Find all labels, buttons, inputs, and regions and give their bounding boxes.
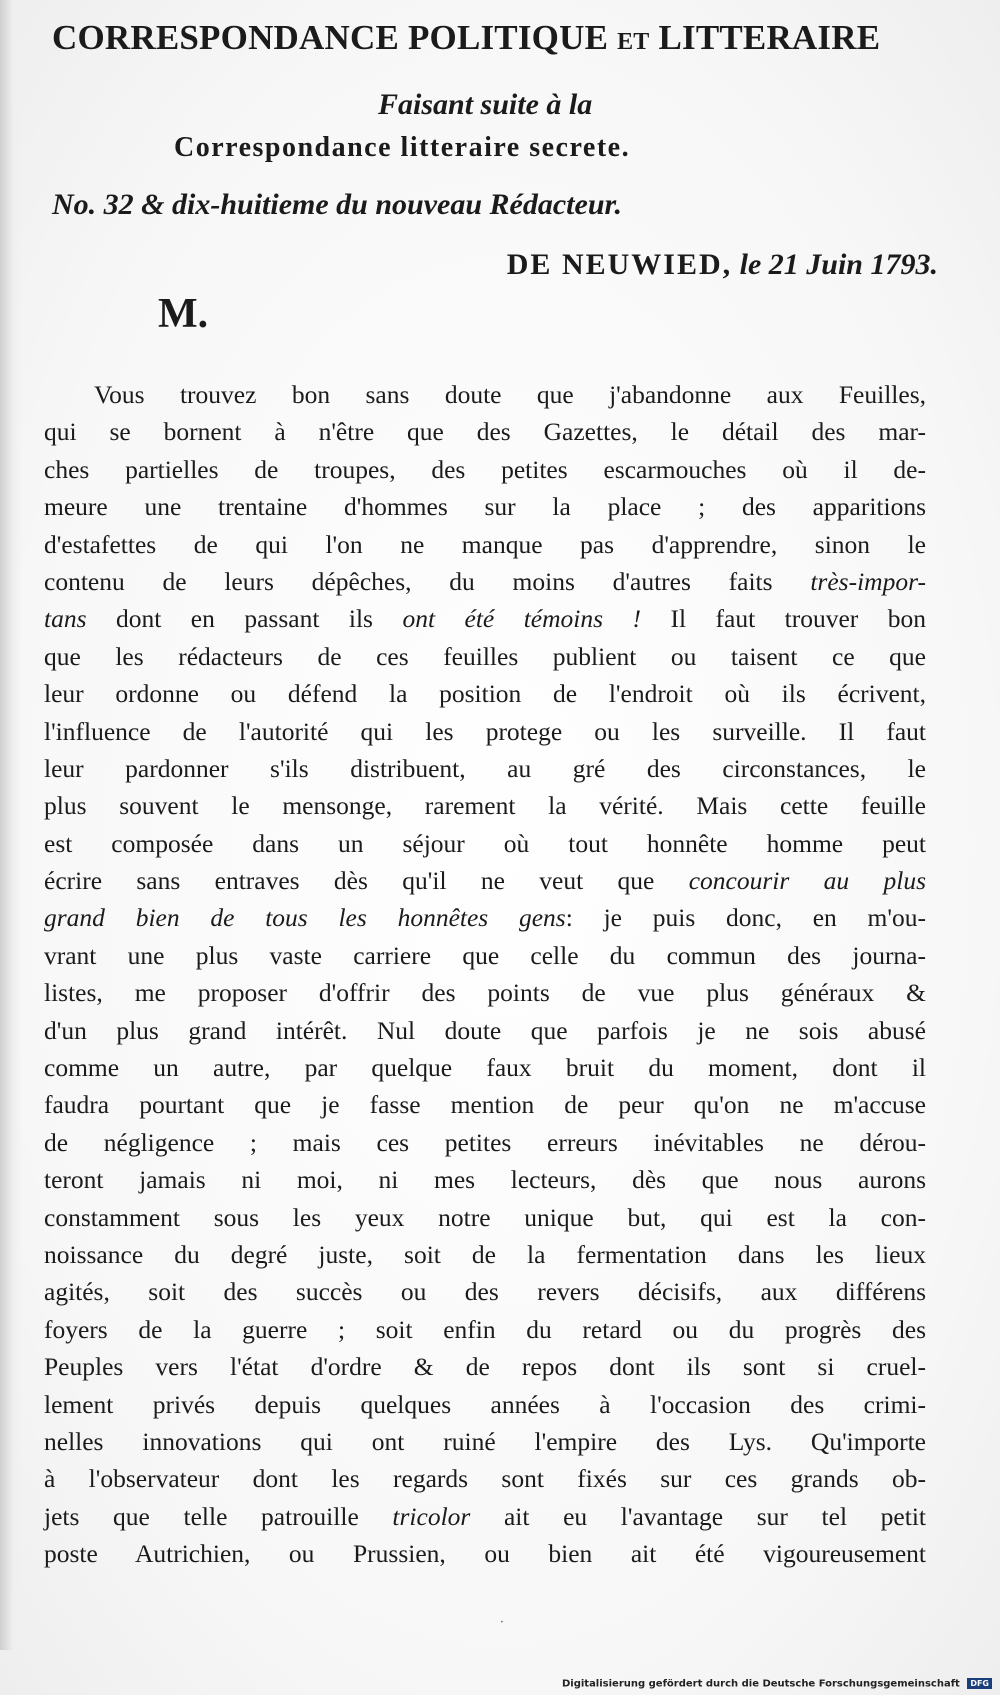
body-line xyxy=(44,1348,926,1385)
dateline xyxy=(507,248,938,282)
body-line-italic: tricolor xyxy=(392,1501,471,1531)
masthead-series-name: Correspondance litteraire secrete. xyxy=(174,132,631,163)
body-line xyxy=(44,787,926,824)
body-line xyxy=(44,1386,926,1423)
body-line-text: meure une trentaine d'hommes sur la place ; des apparitions xyxy=(44,492,926,522)
body-line xyxy=(44,451,926,488)
body-line-text: est composée dans un séjour où tout honnête homme peut xyxy=(44,828,926,858)
body-line-text: Vous trouvez bon sans doute que j'abandonne aux Feuilles, xyxy=(94,380,926,409)
body-line xyxy=(44,750,926,787)
body-line-italic: ont été témoins ! xyxy=(402,604,641,634)
body-line xyxy=(44,488,926,525)
body-line-text: leur ordonne ou défend la position de l'endroit où ils écrivent, xyxy=(44,679,926,709)
body-line-text: plus souvent le mensonge, rarement la vérité. Mais cette feuille xyxy=(44,791,926,821)
body-line-text: jets que telle patrouille xyxy=(44,1501,393,1531)
body-line xyxy=(44,899,926,936)
body-line xyxy=(44,638,926,675)
body-line-text: d'estafettes de qui l'on ne manque pas d'apprendre, sinon le xyxy=(44,529,926,559)
body-line-text: faudra pourtant que je fasse mention de peur qu'on ne m'accuse xyxy=(44,1090,926,1120)
body-line-text: Il faut trouver bon xyxy=(641,604,926,634)
body-line xyxy=(44,1199,926,1236)
masthead-title-part1: CORRESPONDANCE POLITIQUE xyxy=(52,18,609,57)
body-line-text: foyers de la guerre ; soit enfin du retard ou du progrès des xyxy=(44,1314,926,1344)
body-line-text: qui se bornent à n'être que des Gazettes, le détail des mar- xyxy=(44,417,926,447)
body-line-text: ait eu l'avantage sur tel petit xyxy=(470,1501,926,1531)
article-body xyxy=(44,376,926,1573)
document-page xyxy=(38,14,948,1634)
dateline-date: le 21 Juin 1793. xyxy=(739,248,938,281)
body-line xyxy=(44,937,926,974)
body-line-text: vrant une plus vaste carriere que celle du commun des journa- xyxy=(44,940,926,970)
dateline-place: DE NEUWIED, xyxy=(506,248,733,281)
body-line-text: de négligence ; mais ces petites erreurs inévitables ne dérou- xyxy=(44,1127,926,1157)
body-line xyxy=(44,1535,926,1572)
masthead-title-connector: ET xyxy=(617,29,650,55)
body-line-text: teront jamais ni moi, ni mes lecteurs, dès que nous aurons xyxy=(44,1165,926,1195)
body-line-text: nelles innovations qui ont ruiné l'empire des Lys. Qu'importe xyxy=(44,1426,926,1456)
body-line-text: comme un autre, par quelque faux bruit du moment, dont il xyxy=(44,1053,926,1083)
digitization-footer xyxy=(562,1678,992,1690)
body-line-italic: concourir au plus xyxy=(688,866,927,896)
page-gutter-shadow xyxy=(0,0,22,1650)
body-line xyxy=(44,1012,926,1049)
body-line xyxy=(44,1423,926,1460)
body-line-text: contenu de leurs dépêches, du moins d'autres faits xyxy=(44,566,811,596)
body-line xyxy=(44,1086,926,1123)
body-line-text: ches partielles de troupes, des petites escarmouches où il de- xyxy=(44,454,926,484)
dfg-logo: DFG xyxy=(967,1678,992,1689)
body-line-text: lement privés depuis quelques années à l'occasion des crimi- xyxy=(44,1389,926,1419)
body-line-text: que les rédacteurs de ces feuilles publient ou taisent ce que xyxy=(44,641,926,671)
body-line-text: agités, soit des succès ou des revers décisifs, aux différens xyxy=(44,1277,926,1307)
body-line xyxy=(44,1311,926,1348)
body-line-text: leur pardonner s'ils distribuent, au gré des circonstances, le xyxy=(44,753,926,783)
body-line xyxy=(44,1236,926,1273)
body-line-text: constamment sous les yeux notre unique but, qui est la con- xyxy=(44,1202,926,1232)
body-line-text: d'un plus grand intérêt. Nul doute que parfois je ne sois abusé xyxy=(44,1015,926,1045)
body-line xyxy=(44,862,926,899)
body-line-text: dont en passant ils xyxy=(86,604,403,634)
body-line-text: : je puis donc, en m'ou- xyxy=(565,903,926,933)
body-line-italic: tans xyxy=(44,604,87,634)
body-line xyxy=(44,563,926,600)
body-line xyxy=(44,1460,926,1497)
body-line-italic: grand bien de tous les honnêtes gens xyxy=(44,903,566,933)
body-line-text: listes, me proposer d'offrir des points de vue plus généraux & xyxy=(44,978,926,1008)
body-line xyxy=(44,675,926,712)
body-line xyxy=(44,600,926,637)
body-line-text: à l'observateur dont les regards sont fixés sur ces grands ob- xyxy=(44,1464,926,1494)
body-line-text: Peuples vers l'état d'ordre & de repos dont ils sont si cruel- xyxy=(44,1352,926,1382)
body-line-text: l'influence de l'autorité qui les protege ou les surveille. Il faut xyxy=(44,716,926,746)
body-line xyxy=(44,825,926,862)
body-line-text: écrire sans entraves dès qu'il ne veut que xyxy=(44,866,689,896)
salutation: M. xyxy=(158,291,209,337)
issue-number-line: No. 32 & dix-huitieme du nouveau Rédacteur. xyxy=(52,188,623,221)
body-line xyxy=(44,1161,926,1198)
body-line xyxy=(44,713,926,750)
digitization-credit: Digitalisierung gefördert durch die Deutsche Forschungsgemeinschaft xyxy=(561,1678,960,1689)
masthead-title xyxy=(52,18,932,58)
page-speck: · xyxy=(500,1615,504,1629)
masthead-title-part2: LITTERAIRE xyxy=(658,18,881,57)
body-line xyxy=(44,1273,926,1310)
body-line xyxy=(44,1498,926,1535)
body-line-text: noissance du degré juste, soit de la fermentation dans les lieux xyxy=(44,1239,926,1269)
masthead-subtitle: Faisant suite à la xyxy=(378,88,593,121)
body-line xyxy=(44,413,926,450)
body-line xyxy=(44,1124,926,1161)
body-line xyxy=(44,1049,926,1086)
body-line xyxy=(44,974,926,1011)
body-line-italic: très-impor- xyxy=(810,566,926,596)
body-line-text: poste Autrichien, ou Prussien, ou bien ait été vigoureusement xyxy=(44,1539,926,1569)
body-line xyxy=(44,376,926,413)
body-line xyxy=(44,526,926,563)
